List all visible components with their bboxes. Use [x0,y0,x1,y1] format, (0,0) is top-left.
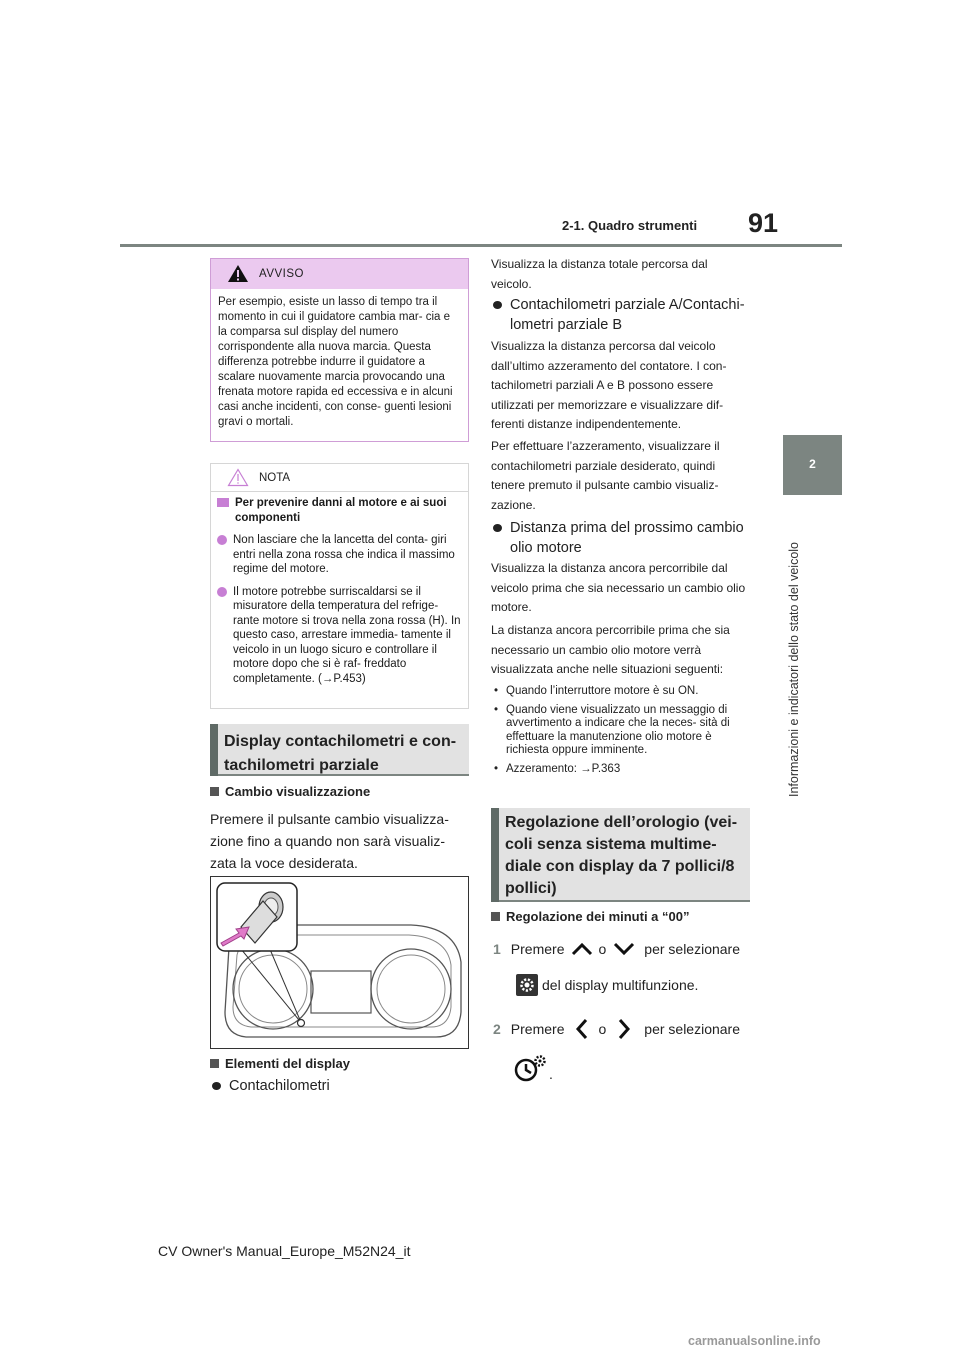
list-item: • Azzeramento: →P.363 [494,762,621,775]
warning-title: AVVISO [259,268,304,280]
text-odometer-desc: Visualizza la distanza totale percorsa dal veicolo. [491,257,708,291]
circle-bullet-icon [217,535,227,545]
square-bullet-icon [217,498,229,507]
chevron-right-icon [616,1017,632,1041]
chevron-down-icon [612,941,636,957]
footer-manual-id: CV Owner's Manual_Europe_M52N24_it [158,1243,411,1259]
list-item: • Quando viene visualizzato un messaggio di avvertimento a indicare che la neces- sità di effettuare la manutenzione olio motore è richiesta oppure imminente. [494,703,730,756]
bullet-dot-icon [493,301,502,309]
caution-triangle-icon [227,468,249,487]
step-1-continued: del display multifunzione. [516,974,698,996]
text-reset-instructions: Per effettuare l’azzeramento, visualizzare il contachilometri parziale desiderato, quindi tenere premuto il pulsante cambio visualiz- zazione. [491,439,720,512]
bullet-dot-icon [493,524,502,532]
chapter-side-label [782,512,808,797]
square-bullet-icon [210,787,219,796]
note-title: NOTA [259,472,291,484]
bullet-odometer: Contachilometri [212,1076,467,1096]
chapter-tab: 2 [783,435,842,495]
situations-list [494,685,748,781]
step-2: 2 Premere o per selezionare [493,1017,740,1041]
note-item: Il motore potrebbe surriscaldarsi se il misuratore della temperatura del refrige- rante motore si trova nella zona rossa (H). In questo caso, arrestare immedia- tamente il veicolo in un luogo sicuro e controllare il motore dopo che si è raf- freddato completamente. (→P.453) [211,577,468,687]
paragraph-display-change: Premere il pulsante cambio visualizza- zione fino a quando non sarà visualiz- zata la voce desiderata. [210,811,449,871]
text-trip-meters-desc: Visualizza la distanza percorsa dal veicolo dall’ultimo azzeramento del contatore. I con- tachilometri parziali A e B possono essere utilizzati per memorizzare e visualizzare dif- ferenti distanze indipendentemente. [491,339,727,431]
note-item: Non lasciare che la lancetta del conta- giri entri nella zona rossa che indica il massimo regime del motore. [211,525,468,577]
subheading-display-items: Elementi del display [210,1056,350,1071]
chevron-left-icon [574,1017,590,1041]
section-reference: 2-1. Quadro strumenti [562,218,698,233]
square-bullet-icon [491,912,500,921]
note-header [211,464,468,492]
text-oil-change-desc: Visualizza la distanza ancora percorribile dal veicolo prima che sia necessario un cambio olio motore. [491,561,746,614]
settings-gear-icon [516,974,538,996]
warning-text: Per esempio, esiste un lasso di tempo tra il momento in cui il guidatore cambia mar- cia e la comparsa sul display del numero corrispondente alla nuova marcia. Questa differenza potrebbe indurre il guidatore a scalare nuovamente marcia provocando una frenata motore rapida ed eccessiva e in alcuni casi anche incidenti, con conse- guenti lesioni gravi o mortali. [218,296,453,428]
bullet-oil-change: Distanza prima del prossimo cambio olio motore [493,518,749,558]
bullet-trip-meters: Contachilometri parziale A/Contachi- lometri parziale B [493,295,749,335]
square-bullet-icon [210,1059,219,1068]
step-2-continued: . [514,1053,553,1083]
note-box [210,463,469,709]
text-oil-change-situations: La distanza ancora percorribile prima che sia necessario un cambio olio motore verrà visualizzata anche nelle situazioni seguenti: [491,623,730,676]
instrument-cluster-figure [210,876,469,1049]
warning-header [211,259,468,289]
warning-triangle-icon [227,264,249,283]
subheading-minutes-reset: Regolazione dei minuti a “00” [491,909,689,924]
clock-settings-icon [514,1053,548,1083]
page-number: 91 [748,208,779,238]
chapter-title: Informazioni e indicatori dello stato del veicolo [787,542,801,797]
section-header-odometer: Display contachilometri e con- tachilometri parziale [210,724,469,776]
step-1: 1 Premere o per selezionare [493,941,741,957]
section-header-clock: Regolazione dell’orologio (vei- coli senza sistema multime- diale con display da 7 pollici/8 pollici) [491,808,750,902]
chevron-up-icon [570,941,594,957]
list-item: • Quando l’interruttore motore è su ON. [494,685,699,697]
circle-bullet-icon [217,587,227,597]
subheading-display-change: Cambio visualizzazione [210,784,370,799]
warning-box [210,258,469,442]
instrument-cluster-illustration [211,877,468,1048]
watermark: carmanualsonline.info [688,1334,821,1348]
bullet-dot-icon [212,1082,221,1090]
note-subtitle: Per prevenire danni al motore e ai suoi componenti [211,492,468,525]
header-divider [120,244,842,247]
